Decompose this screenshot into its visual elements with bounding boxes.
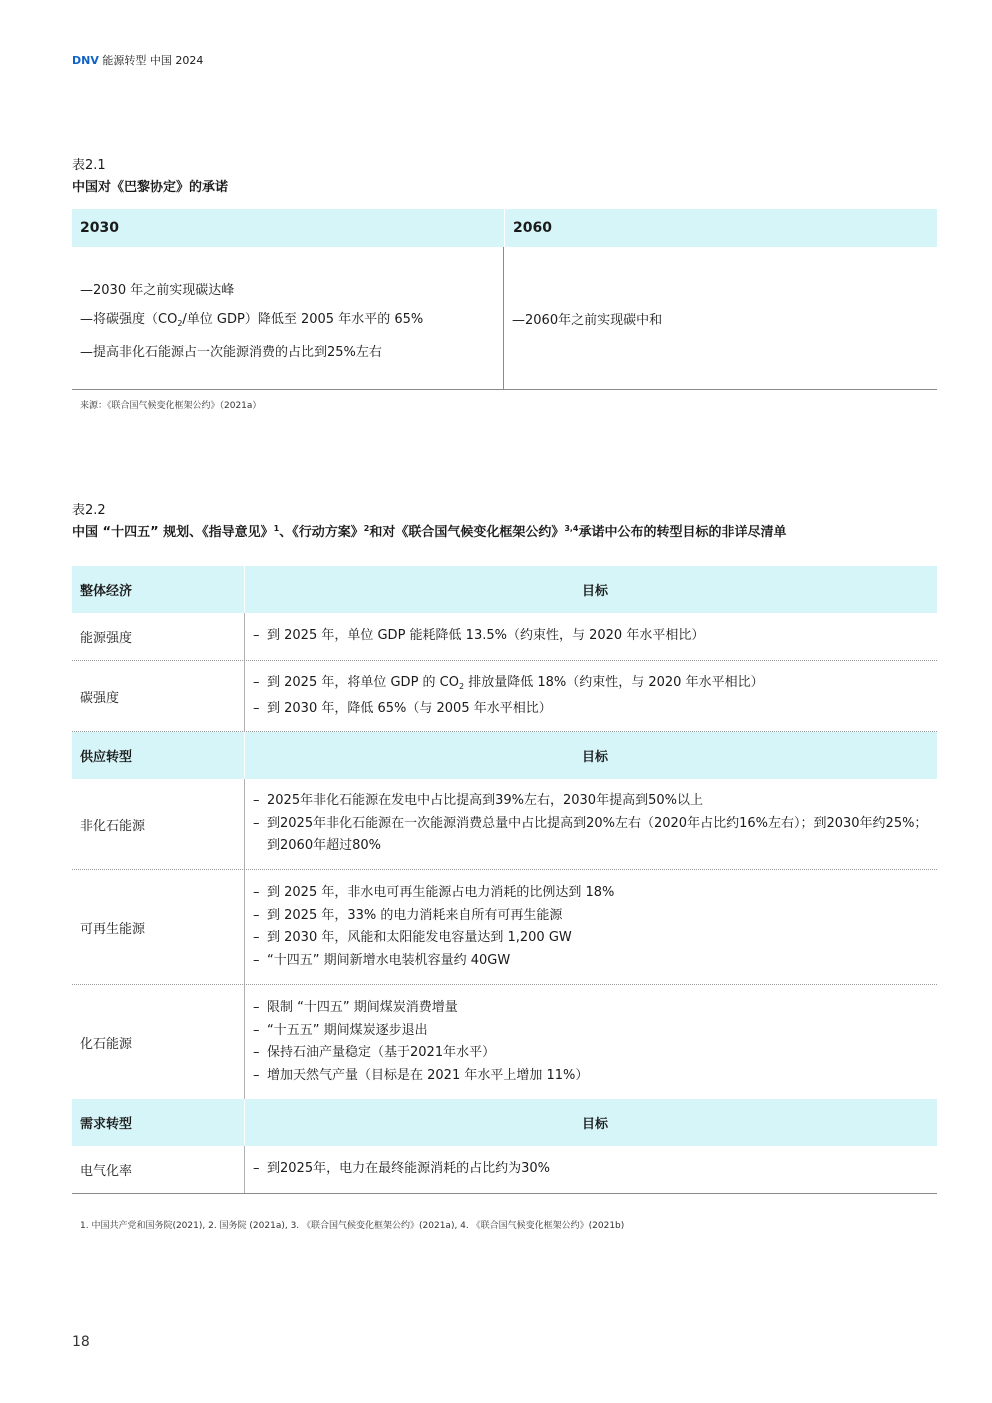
report-title: 能源转型 中国 2024 bbox=[102, 54, 204, 67]
row-targets bbox=[245, 1146, 937, 1193]
table2-title: 中国 “十四五” 规划、《指导意见》$^1$、《行动方案》$^2$和对《联合国气候变化框架公约》$^{3,4}$承诺中公布的转型目标的非详尽清单 bbox=[72, 524, 787, 540]
commitment-item: —提高非化石能源占一次能源消费的占比到25%左右 bbox=[80, 345, 382, 360]
section-goal-header: 目标 bbox=[581, 584, 608, 599]
table1-col-2030: 2030 bbox=[72, 209, 504, 247]
target-item: – 限制 “十四五” 期间煤炭消费增量 bbox=[253, 1000, 458, 1015]
row-targets bbox=[245, 870, 937, 984]
target-item: – 到 2025 年，单位 GDP 能耗降低 13.5%（约束性，与 2020 年水平相比） bbox=[253, 628, 705, 644]
table-row bbox=[72, 661, 937, 732]
row-label: 碳强度 bbox=[72, 661, 245, 731]
section-name: 需求转型 bbox=[72, 1099, 245, 1146]
target-item: – 到 2030 年，降低 65%（与 2005 年水平相比） bbox=[253, 701, 552, 716]
row-targets bbox=[245, 779, 937, 869]
table2-footnote: 1. 中国共产党和国务院(2021), 2. 国务院 (2021a), 3. 《联合国气候变化框架公约》(2021a), 4. 《联合国气候变化框架公约》(2021b) bbox=[80, 1221, 625, 1231]
target-item: – 到 2025 年，非水电可再生能源占电力消耗的比例达到 18% bbox=[253, 885, 615, 900]
target-item: – 到2025年，电力在最终能源消耗的占比约为30% bbox=[253, 1161, 550, 1177]
section-name: 供应转型 bbox=[72, 732, 245, 779]
section-goal-header: 目标 bbox=[581, 1117, 608, 1132]
row-label: 可再生能源 bbox=[72, 870, 245, 984]
section-header-economy bbox=[72, 566, 937, 613]
target-item: – 到 2025 年，33% 的电力消耗来自所有可再生能源 bbox=[253, 907, 563, 923]
commitment-item: —2030 年之前实现碳达峰 bbox=[80, 283, 235, 298]
page-number: 18 bbox=[72, 1334, 90, 1350]
section-header-supply bbox=[72, 732, 937, 779]
row-targets bbox=[245, 613, 937, 660]
commitment-item: —将碳强度（$CO_2/$单位 GDP）降低至 2005 年水平的 65% bbox=[80, 312, 424, 328]
table-row bbox=[72, 1146, 937, 1193]
table1-col-2060: 2060 bbox=[504, 209, 937, 247]
table-row bbox=[72, 985, 937, 1099]
target-item: – “十五五” 期间煤炭逐步退出 bbox=[253, 1022, 428, 1038]
brand-name: DNV bbox=[72, 54, 99, 67]
target-item: – 增加天然气产量（目标是在 2021 年水平上增加 11%） bbox=[253, 1067, 589, 1083]
target-item: – 2025年非化石能源在发电中占比提高到39%左右，2030年提高到50%以上 bbox=[253, 793, 703, 809]
target-item: – “十四五” 期间新增水电装机容量约 40GW bbox=[253, 952, 511, 968]
table1 bbox=[72, 209, 937, 390]
row-label: 化石能源 bbox=[72, 985, 245, 1099]
table1-cell-2030 bbox=[72, 247, 504, 389]
section-name: 整体经济 bbox=[72, 566, 245, 613]
table1-header bbox=[72, 209, 937, 247]
table-row bbox=[72, 779, 937, 870]
section-header-demand bbox=[72, 1099, 937, 1146]
table2-label: 表2.2 bbox=[72, 503, 106, 518]
table-row bbox=[72, 870, 937, 985]
row-targets bbox=[245, 985, 937, 1099]
row-label: 能源强度 bbox=[72, 613, 245, 660]
row-label: 非化石能源 bbox=[72, 779, 245, 869]
table1-body bbox=[72, 247, 937, 389]
table1-cell-2060: —2060年之前实现碳中和 bbox=[512, 312, 663, 328]
target-item: – 到 2025 年，将单位 GDP 的 $CO_2$ 排放量降低 18%（约束性，与 2020 年水平相比） bbox=[253, 674, 764, 691]
section-goal-header: 目标 bbox=[581, 750, 608, 765]
target-item: – 保持石油产量稳定（基于2021年水平） bbox=[253, 1045, 496, 1060]
table1-source: 来源：《联合国气候变化框架公约》（2021a） bbox=[80, 401, 262, 411]
table-row bbox=[72, 613, 937, 661]
target-item: – 到2025年非化石能源在一次能源消费总量中占比提高到20%左右（2020年占比约16%左右）；到2030年约25%；到2060年超过80% bbox=[253, 815, 928, 854]
target-item: – 到 2030 年，风能和太阳能发电容量达到 1,200 GW bbox=[253, 930, 572, 945]
row-targets bbox=[245, 661, 937, 731]
table1-label: 表2.1 bbox=[72, 158, 106, 173]
page-header bbox=[72, 52, 203, 68]
table1-title: 中国对《巴黎协定》的承诺 bbox=[72, 180, 229, 195]
row-label: 电气化率 bbox=[72, 1146, 245, 1193]
table2 bbox=[72, 566, 937, 1194]
